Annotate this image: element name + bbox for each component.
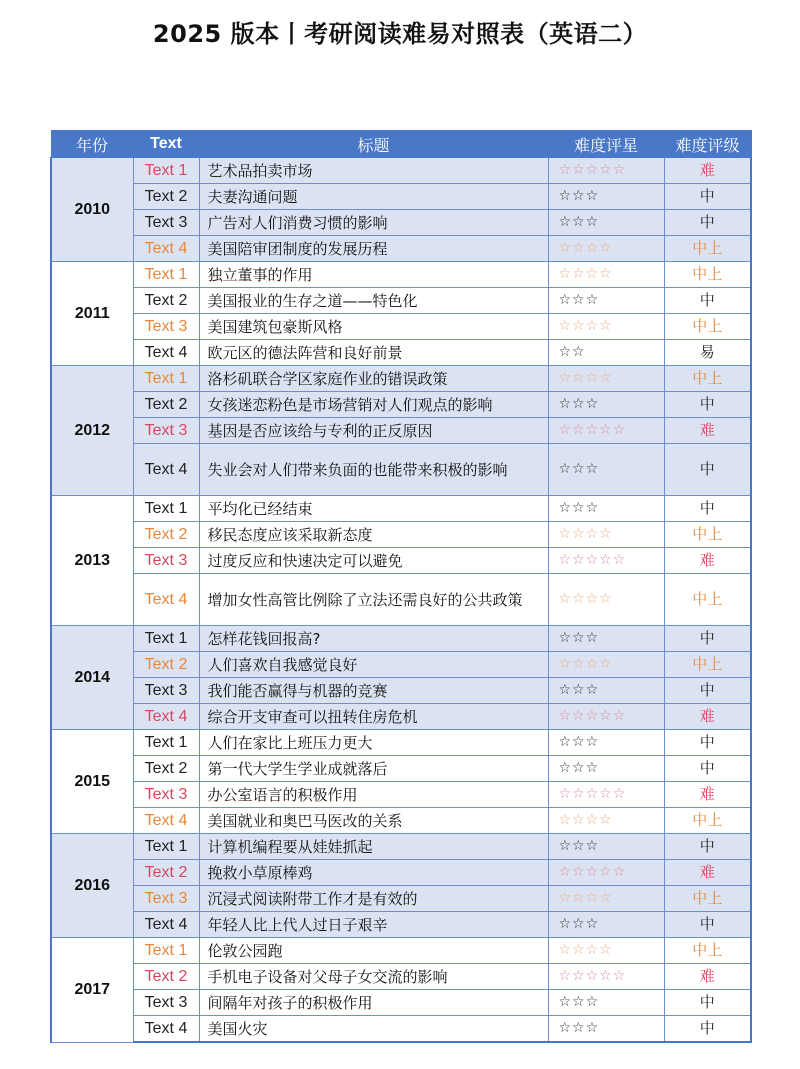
header-title: 标题 [199, 131, 548, 158]
table-row [51, 626, 751, 652]
text-label-cell: Text 4 [133, 1016, 199, 1043]
table-row [51, 808, 751, 834]
table-row [51, 184, 751, 210]
header-level: 难度评级 [664, 131, 751, 158]
table-row [51, 834, 751, 860]
level-cell: 中 [664, 444, 751, 496]
title-cell: 美国火灾 [199, 1016, 548, 1043]
table-row [51, 288, 751, 314]
table-row [51, 730, 751, 756]
level-cell: 中上 [664, 366, 751, 392]
title-cell: 人们在家比上班压力更大 [199, 730, 548, 756]
title-cell: 第一代大学生学业成就落后 [199, 756, 548, 782]
text-label-cell: Text 2 [133, 522, 199, 548]
year-cell: 2010 [51, 158, 133, 262]
stars-cell: ☆☆☆☆ [548, 366, 664, 392]
stars-cell: ☆☆☆☆ [548, 886, 664, 912]
table-row [51, 522, 751, 548]
title-cell: 移民态度应该采取新态度 [199, 522, 548, 548]
title-cell: 间隔年对孩子的积极作用 [199, 990, 548, 1016]
level-cell: 难 [664, 158, 751, 184]
table-row [51, 678, 751, 704]
text-label-cell: Text 3 [133, 886, 199, 912]
table-row [51, 574, 751, 626]
level-cell: 难 [664, 548, 751, 574]
text-label-cell: Text 3 [133, 418, 199, 444]
level-cell: 中上 [664, 808, 751, 834]
text-label-cell: Text 2 [133, 392, 199, 418]
title-cell: 综合开支审查可以扭转住房危机 [199, 704, 548, 730]
title-cell: 我们能否赢得与机器的竞赛 [199, 678, 548, 704]
level-cell: 中 [664, 626, 751, 652]
text-label-cell: Text 4 [133, 236, 199, 262]
level-cell: 难 [664, 704, 751, 730]
stars-cell: ☆☆☆☆☆ [548, 704, 664, 730]
level-cell: 中 [664, 756, 751, 782]
table-row [51, 886, 751, 912]
table-row [51, 912, 751, 938]
table-row [51, 340, 751, 366]
stars-cell: ☆☆☆☆ [548, 938, 664, 964]
stars-cell: ☆☆☆ [548, 730, 664, 756]
text-label-cell: Text 4 [133, 704, 199, 730]
title-cell: 美国建筑包豪斯风格 [199, 314, 548, 340]
title-cell: 手机电子设备对父母子女交流的影响 [199, 964, 548, 990]
stars-cell: ☆☆☆☆ [548, 808, 664, 834]
stars-cell: ☆☆☆ [548, 678, 664, 704]
stars-cell: ☆☆☆ [548, 288, 664, 314]
title-cell: 广告对人们消费习惯的影响 [199, 210, 548, 236]
title-cell: 美国就业和奥巴马医改的关系 [199, 808, 548, 834]
text-label-cell: Text 2 [133, 860, 199, 886]
stars-cell: ☆☆☆ [548, 834, 664, 860]
table-row [51, 990, 751, 1016]
text-label-cell: Text 3 [133, 210, 199, 236]
table-row [51, 548, 751, 574]
level-cell: 难 [664, 964, 751, 990]
level-cell: 难 [664, 418, 751, 444]
text-label-cell: Text 1 [133, 730, 199, 756]
year-cell: 2013 [51, 496, 133, 626]
title-cell: 独立董事的作用 [199, 262, 548, 288]
title-cell: 夫妻沟通问题 [199, 184, 548, 210]
text-label-cell: Text 2 [133, 964, 199, 990]
text-label-cell: Text 1 [133, 834, 199, 860]
header-year: 年份 [51, 131, 133, 158]
text-label-cell: Text 4 [133, 444, 199, 496]
text-label-cell: Text 4 [133, 912, 199, 938]
table-row [51, 860, 751, 886]
table-row [51, 366, 751, 392]
title-cell: 艺术品拍卖市场 [199, 158, 548, 184]
title-cell: 人们喜欢自我感觉良好 [199, 652, 548, 678]
level-cell: 中上 [664, 236, 751, 262]
text-label-cell: Text 1 [133, 366, 199, 392]
stars-cell: ☆☆☆ [548, 990, 664, 1016]
level-cell: 中上 [664, 574, 751, 626]
text-label-cell: Text 3 [133, 990, 199, 1016]
table-row [51, 158, 751, 184]
title-cell: 女孩迷恋粉色是市场营销对人们观点的影响 [199, 392, 548, 418]
level-cell: 中上 [664, 886, 751, 912]
stars-cell: ☆☆ [548, 340, 664, 366]
stars-cell: ☆☆☆☆☆ [548, 418, 664, 444]
year-cell: 2012 [51, 366, 133, 496]
year-cell: 2017 [51, 938, 133, 1043]
stars-cell: ☆☆☆☆☆ [548, 860, 664, 886]
stars-cell: ☆☆☆ [548, 496, 664, 522]
text-label-cell: Text 1 [133, 496, 199, 522]
page-title: 2025 版本丨考研阅读难易对照表（英语二） [152, 20, 648, 48]
level-cell: 易 [664, 340, 751, 366]
title-cell: 办公室语言的积极作用 [199, 782, 548, 808]
stars-cell: ☆☆☆☆☆ [548, 548, 664, 574]
text-label-cell: Text 3 [133, 548, 199, 574]
text-label-cell: Text 1 [133, 626, 199, 652]
stars-cell: ☆☆☆ [548, 392, 664, 418]
level-cell: 中上 [664, 314, 751, 340]
level-cell: 中 [664, 288, 751, 314]
table-row [51, 444, 751, 496]
level-cell: 中上 [664, 652, 751, 678]
title-cell: 美国报业的生存之道——特色化 [199, 288, 548, 314]
title-cell: 失业会对人们带来负面的也能带来积极的影响 [199, 444, 548, 496]
level-cell: 中 [664, 496, 751, 522]
title-cell: 洛杉矶联合学区家庭作业的错误政策 [199, 366, 548, 392]
title-cell: 伦敦公园跑 [199, 938, 548, 964]
header-text: Text [133, 131, 199, 158]
stars-cell: ☆☆☆☆☆ [548, 964, 664, 990]
text-label-cell: Text 3 [133, 782, 199, 808]
stars-cell: ☆☆☆ [548, 912, 664, 938]
text-label-cell: Text 1 [133, 262, 199, 288]
table-body [51, 158, 751, 1043]
difficulty-table [50, 130, 752, 1043]
level-cell: 难 [664, 782, 751, 808]
text-label-cell: Text 3 [133, 314, 199, 340]
level-cell: 中 [664, 990, 751, 1016]
title-cell: 美国陪审团制度的发展历程 [199, 236, 548, 262]
text-label-cell: Text 2 [133, 288, 199, 314]
title-cell: 过度反应和快速决定可以避免 [199, 548, 548, 574]
table-row [51, 964, 751, 990]
text-label-cell: Text 2 [133, 756, 199, 782]
title-cell: 年轻人比上代人过日子艰辛 [199, 912, 548, 938]
stars-cell: ☆☆☆☆ [548, 236, 664, 262]
title-cell: 基因是否应该给与专利的正反原因 [199, 418, 548, 444]
text-label-cell: Text 2 [133, 652, 199, 678]
stars-cell: ☆☆☆☆ [548, 314, 664, 340]
text-label-cell: Text 1 [133, 158, 199, 184]
title-cell: 增加女性高管比例除了立法还需良好的公共政策 [199, 574, 548, 626]
text-label-cell: Text 1 [133, 938, 199, 964]
year-cell: 2016 [51, 834, 133, 938]
stars-cell: ☆☆☆ [548, 184, 664, 210]
text-label-cell: Text 4 [133, 574, 199, 626]
level-cell: 中上 [664, 262, 751, 288]
table-row [51, 704, 751, 730]
level-cell: 中 [664, 210, 751, 236]
header-stars: 难度评星 [548, 131, 664, 158]
stars-cell: ☆☆☆☆ [548, 574, 664, 626]
level-cell: 中 [664, 834, 751, 860]
text-label-cell: Text 2 [133, 184, 199, 210]
level-cell: 难 [664, 860, 751, 886]
table-row [51, 418, 751, 444]
stars-cell: ☆☆☆ [548, 1016, 664, 1043]
stars-cell: ☆☆☆ [548, 210, 664, 236]
title-cell: 挽救小草原棒鸡 [199, 860, 548, 886]
table-row [51, 392, 751, 418]
table-row [51, 236, 751, 262]
table-row [51, 782, 751, 808]
text-label-cell: Text 3 [133, 678, 199, 704]
table-row [51, 938, 751, 964]
title-cell: 计算机编程要从娃娃抓起 [199, 834, 548, 860]
stars-cell: ☆☆☆☆ [548, 262, 664, 288]
year-cell: 2015 [51, 730, 133, 834]
year-cell: 2014 [51, 626, 133, 730]
stars-cell: ☆☆☆☆☆ [548, 158, 664, 184]
table-row [51, 262, 751, 288]
title-cell: 怎样花钱回报高? [199, 626, 548, 652]
table-row [51, 210, 751, 236]
text-label-cell: Text 4 [133, 808, 199, 834]
level-cell: 中上 [664, 522, 751, 548]
level-cell: 中 [664, 1016, 751, 1043]
stars-cell: ☆☆☆ [548, 756, 664, 782]
table-row [51, 1016, 751, 1043]
table-row [51, 314, 751, 340]
stars-cell: ☆☆☆☆ [548, 522, 664, 548]
table-row [51, 496, 751, 522]
stars-cell: ☆☆☆ [548, 444, 664, 496]
text-label-cell: Text 4 [133, 340, 199, 366]
level-cell: 中 [664, 392, 751, 418]
stars-cell: ☆☆☆ [548, 626, 664, 652]
stars-cell: ☆☆☆☆ [548, 652, 664, 678]
level-cell: 中 [664, 678, 751, 704]
title-cell: 欧元区的德法阵营和良好前景 [199, 340, 548, 366]
level-cell: 中 [664, 730, 751, 756]
table-row [51, 652, 751, 678]
table-row [51, 756, 751, 782]
stars-cell: ☆☆☆☆☆ [548, 782, 664, 808]
title-cell: 沉浸式阅读附带工作才是有效的 [199, 886, 548, 912]
table-header-row [51, 131, 751, 158]
title-cell: 平均化已经结束 [199, 496, 548, 522]
level-cell: 中 [664, 912, 751, 938]
level-cell: 中 [664, 184, 751, 210]
level-cell: 中上 [664, 938, 751, 964]
year-cell: 2011 [51, 262, 133, 366]
